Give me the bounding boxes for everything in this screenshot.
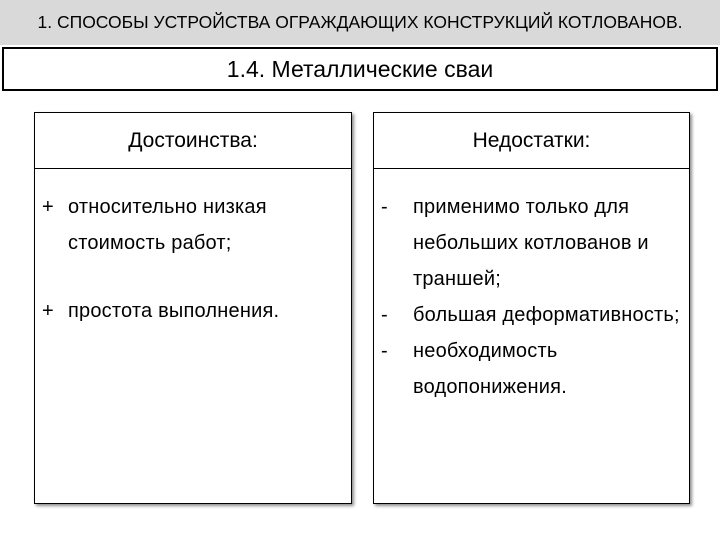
plus-marker: +: [42, 300, 54, 322]
disadvantage-item: [381, 333, 681, 405]
dash-marker: -: [381, 304, 388, 326]
slide-subtitle: 1.4. Металлические сваи: [2, 47, 718, 91]
advantage-item: [42, 293, 343, 329]
section-title: 1. СПОСОБЫ УСТРОЙСТВА ОГРАЖДАЮЩИХ КОНСТРУКЦИЙ КОТЛОВАНОВ.: [37, 12, 683, 32]
disadvantages-heading: Недостатки:: [374, 113, 689, 169]
disadvantage-text: большая деформативность;: [413, 304, 680, 326]
dash-marker: -: [381, 340, 388, 362]
disadvantage-item: [381, 297, 681, 333]
advantages-list: [35, 169, 351, 329]
advantages-heading: Достоинства:: [35, 113, 351, 169]
plus-marker: +: [42, 196, 54, 218]
advantage-text: относительно низкая стоимость работ;: [68, 196, 267, 254]
disadvantage-text: применимо только для небольших котлованов и траншей;: [413, 196, 649, 290]
advantages-column: [34, 112, 352, 504]
disadvantages-column: [373, 112, 690, 504]
disadvantages-list: [374, 169, 689, 405]
disadvantage-item: [381, 189, 681, 297]
advantage-item: [42, 189, 343, 261]
dash-marker: -: [381, 196, 388, 218]
disadvantage-text: необходимость водопонижения.: [413, 340, 567, 398]
advantage-text: простота выполнения.: [68, 300, 280, 322]
